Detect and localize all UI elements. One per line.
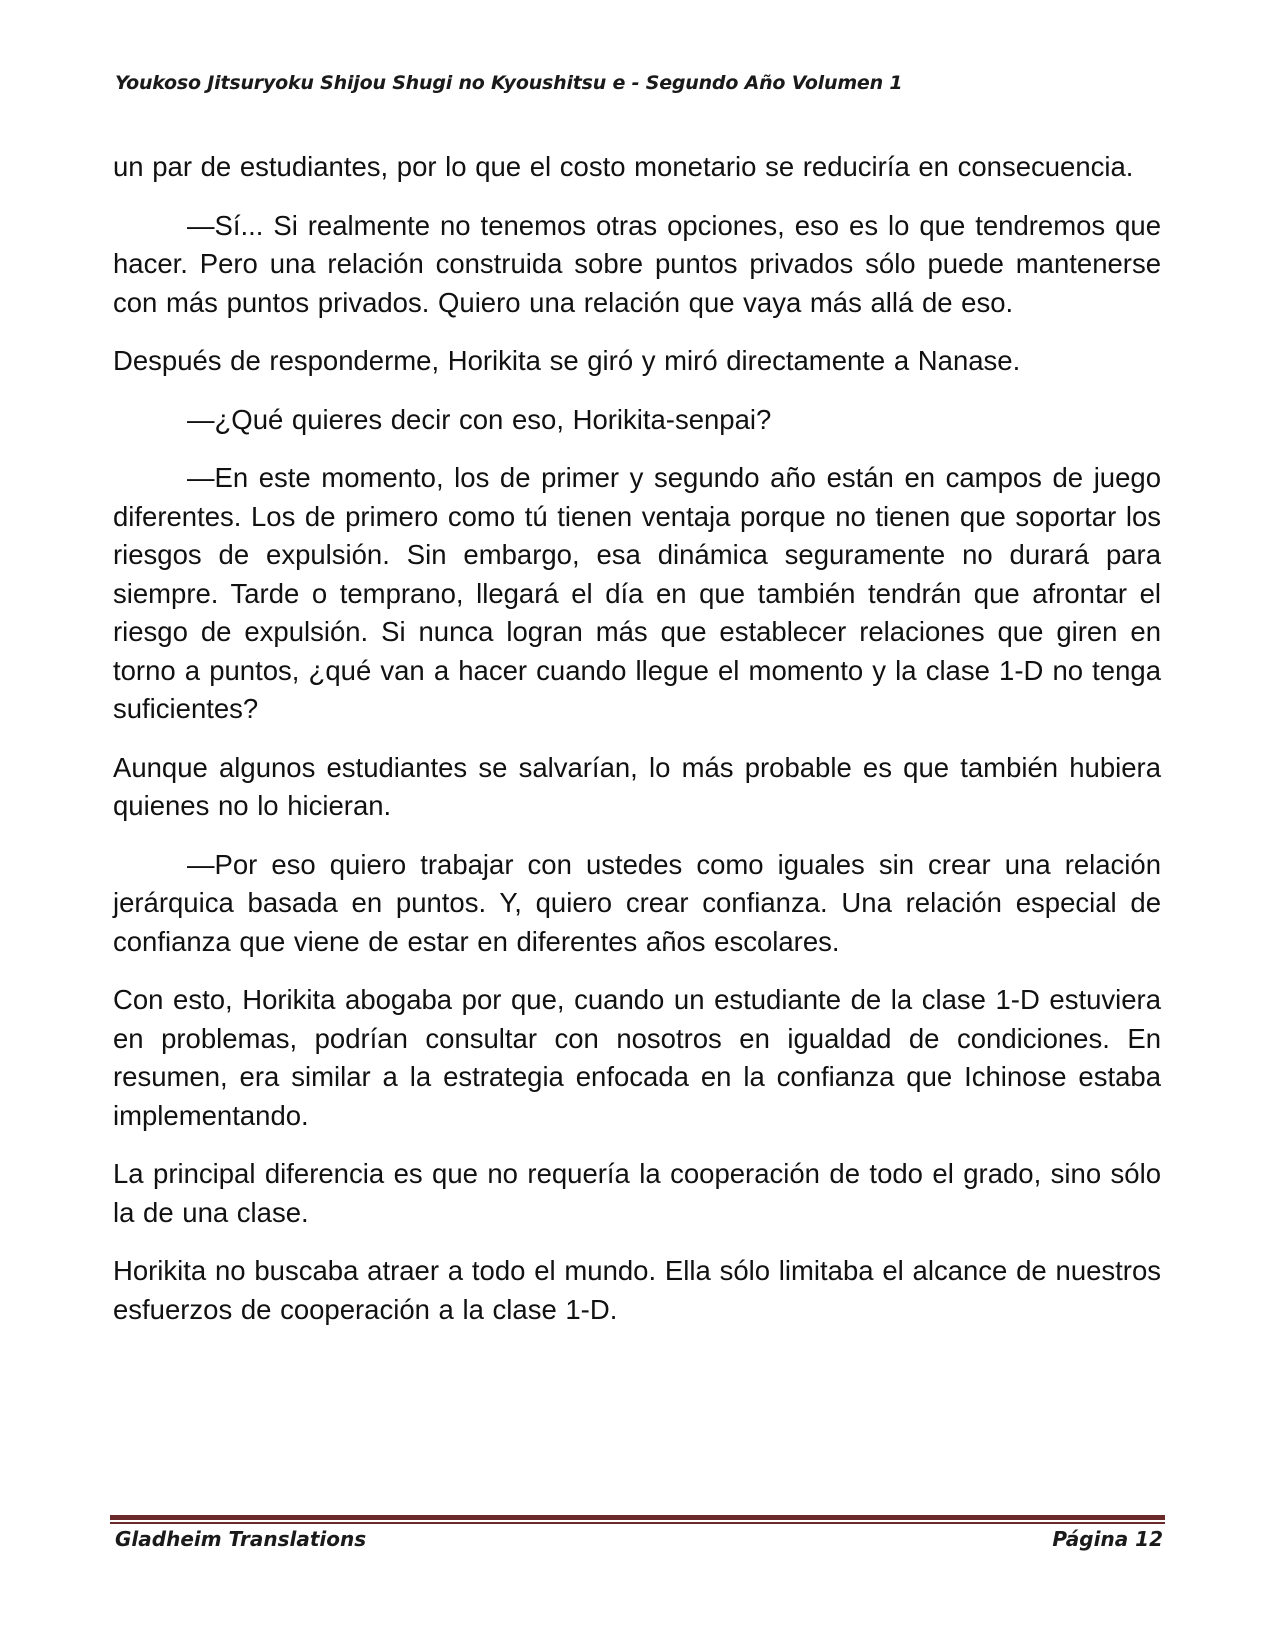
footer-publisher: Gladheim Translations [115,1527,367,1551]
paragraph-3: Después de responderme, Horikita se giró y miró directamente a Nanase. [113,345,1021,376]
page-header-title: Youkoso Jitsuryoku Shijou Shugi no Kyoushitsu e - Segundo Año Volumen 1 [115,72,903,94]
paragraph-8: Con esto, Horikita abogaba por que, cuando un estudiante de la clase 1-D estuviera en problemas, podrían consultar con nosotros en igualdad de condiciones. En resumen, era similar a la estrategia enfocada en la confianza que Ichinose estaba implementando. [113,984,1161,1131]
page-body [113,148,1161,1349]
paragraph-4: —¿Qué quieres decir con eso, Horikita-senpai? [187,403,772,435]
footer-divider-thin [110,1522,1165,1524]
paragraph-2: —Sí... Si realmente no tenemos otras opciones, eso es lo que tendremos que hacer. Pero una relación construida sobre puntos privados sólo puede mantenerse con más puntos privados. Quiero una relación que vaya más allá de eso. [113,209,1161,318]
paragraph-5: —En este momento, los de primer y segundo año están en campos de juego diferentes. Los de primero como tú tienen ventaja porque no tienen que soportar los riesgos de expulsión. Sin embargo, esa dinámica seguramente no durará para siempre. Tarde o temprano, llegará el día en que también tendrán que afrontar el riesgo de expulsión. Si nunca logran más que establecer relaciones que giren en torno a puntos, ¿qué van a hacer cuando llegue el momento y la clase 1-D no tenga suficientes? [113,462,1161,724]
footer-divider-thick [110,1515,1165,1520]
paragraph-6: Aunque algunos estudiantes se salvarían, lo más probable es que también hubiera quienes no lo hicieran. [113,751,1161,821]
paragraph-7: —Por eso quiero trabajar con ustedes como iguales sin crear una relación jerárquica basada en puntos. Y, quiero crear confianza. Una relación especial de confianza que viene de estar en diferentes años escolares. [113,848,1161,957]
paragraph-9: La principal diferencia es que no requería la cooperación de todo el grado, sino sólo la de una clase. [113,1158,1161,1228]
paragraph-1: un par de estudiantes, por lo que el costo monetario se reduciría en consecuencia. [113,151,1134,182]
footer-page-number: Página 12 [1052,1527,1163,1551]
paragraph-10: Horikita no buscaba atraer a todo el mundo. Ella sólo limitaba el alcance de nuestros esfuerzos de cooperación a la clase 1-D. [113,1255,1161,1325]
footer-divider [110,1515,1165,1524]
